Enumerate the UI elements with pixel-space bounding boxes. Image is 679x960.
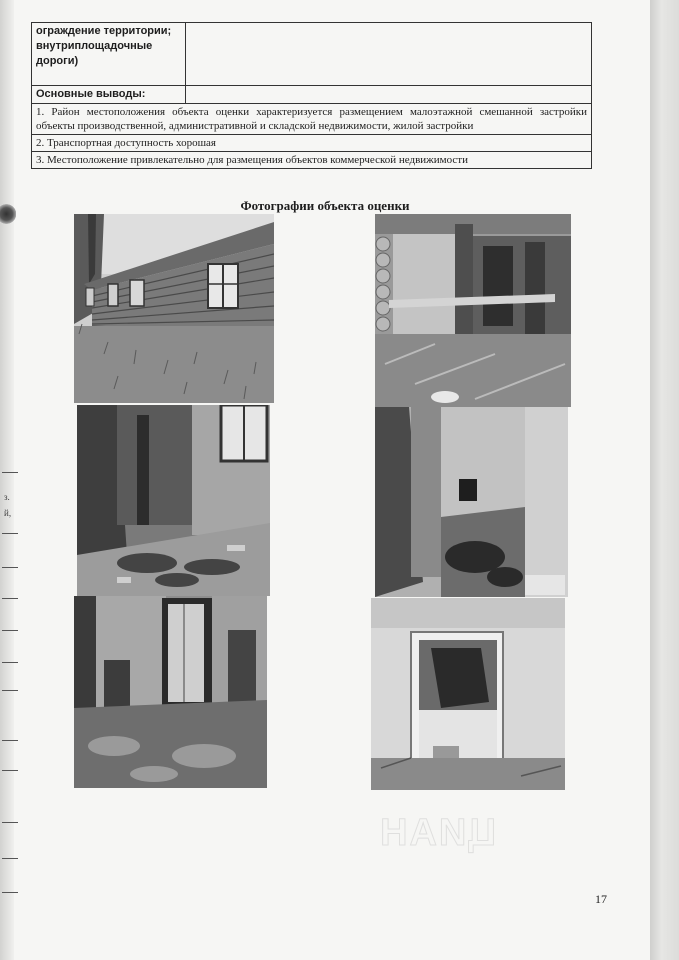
fencing-value: [186, 23, 592, 86]
fencing-label: ограждение территории; внутриплощадочные дороги): [32, 23, 186, 86]
photo-niche: [371, 598, 565, 790]
page-right-edge: [650, 0, 679, 960]
conclusion-row: [32, 135, 592, 152]
margin-line: [2, 740, 18, 741]
margin-line: [2, 533, 18, 534]
photo-house-exterior: [74, 214, 274, 403]
conclusion-row: [32, 152, 592, 169]
margin-line: [2, 892, 18, 893]
page-number: 17: [595, 892, 607, 906]
conclusions-header-value: [186, 86, 592, 104]
conclusion-1: 1. Район местоположения объекта оценки характеризуется размещением малоэтажной смешанной застройки объекты производственной, административной и складской недвижимости, жилой застройки: [32, 104, 592, 135]
photo-room-window: [77, 405, 270, 596]
margin-line: [2, 662, 18, 663]
margin-line: [2, 858, 18, 859]
watermark: ЦИАН: [378, 812, 496, 854]
margin-line: [2, 598, 18, 599]
conclusion-row: [32, 104, 592, 135]
margin-line: [2, 770, 18, 771]
conclusions-header-row: [32, 86, 592, 104]
margin-glyph: й,: [4, 508, 12, 518]
photos-title: Фотографии объекта оценки: [240, 198, 410, 213]
property-table: [31, 22, 592, 169]
conclusions-label: Основные выводы:: [32, 86, 186, 104]
fencing-row: [32, 23, 592, 86]
margin-line: [2, 690, 18, 691]
margin-glyph: з.: [4, 492, 10, 502]
photo-stove-corner: [375, 407, 568, 597]
photo-doorway: [74, 596, 267, 788]
conclusion-3: 3. Местоположение привлекательно для размещения объектов коммерческой недвижимости: [32, 152, 592, 169]
photo-porch: [375, 214, 571, 407]
margin-line: [2, 822, 18, 823]
conclusion-2: 2. Транспортная доступность хорошая: [32, 135, 592, 152]
margin-line: [2, 567, 18, 568]
page-left-edge: [0, 0, 14, 960]
margin-line: [2, 630, 18, 631]
margin-line: [2, 472, 18, 473]
